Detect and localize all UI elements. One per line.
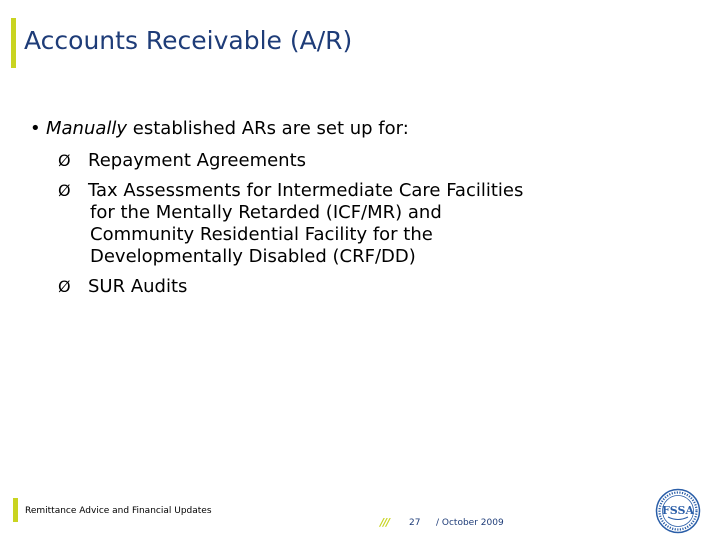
slide-content bbox=[30, 116, 700, 298]
page-number: 27 bbox=[409, 518, 421, 528]
title-accent-bar bbox=[11, 18, 16, 68]
sub-bullet-list bbox=[30, 150, 700, 298]
footer-accent-bar bbox=[13, 498, 18, 522]
list-item-line: Tax Assessments for Intermediate Care Facilities bbox=[88, 180, 524, 201]
list-item bbox=[58, 276, 700, 298]
slide-title: Accounts Receivable (A/R) bbox=[24, 26, 353, 55]
footer-slashes: /// bbox=[380, 516, 390, 529]
list-item-text bbox=[58, 150, 700, 172]
list-item bbox=[58, 180, 700, 268]
arrow-bullet-icon: Ø bbox=[58, 277, 71, 296]
footer-date: / October 2009 bbox=[436, 518, 504, 528]
intro-text: established ARs are set up for: bbox=[127, 118, 409, 139]
svg-text:FSSA: FSSA bbox=[662, 504, 694, 517]
list-item-line: for the Mentally Retarded (ICF/MR) and bbox=[90, 202, 442, 223]
footer-title: Remittance Advice and Financial Updates bbox=[25, 506, 212, 516]
intro-line bbox=[30, 116, 700, 142]
list-item-line: SUR Audits bbox=[88, 276, 188, 297]
list-item bbox=[58, 150, 700, 172]
list-item-text bbox=[58, 276, 700, 298]
list-item-line: Community Residential Facility for the bbox=[90, 224, 433, 245]
list-item-line: Repayment Agreements bbox=[88, 150, 307, 171]
list-item-line: Developmentally Disabled (CRF/DD) bbox=[90, 246, 416, 267]
arrow-bullet-icon: Ø bbox=[58, 181, 71, 200]
list-item-text bbox=[58, 180, 700, 268]
bullet-dot: • bbox=[30, 118, 41, 139]
fssa-seal-logo bbox=[655, 488, 701, 534]
arrow-bullet-icon: Ø bbox=[58, 151, 71, 170]
intro-emphasis: Manually bbox=[46, 118, 128, 139]
